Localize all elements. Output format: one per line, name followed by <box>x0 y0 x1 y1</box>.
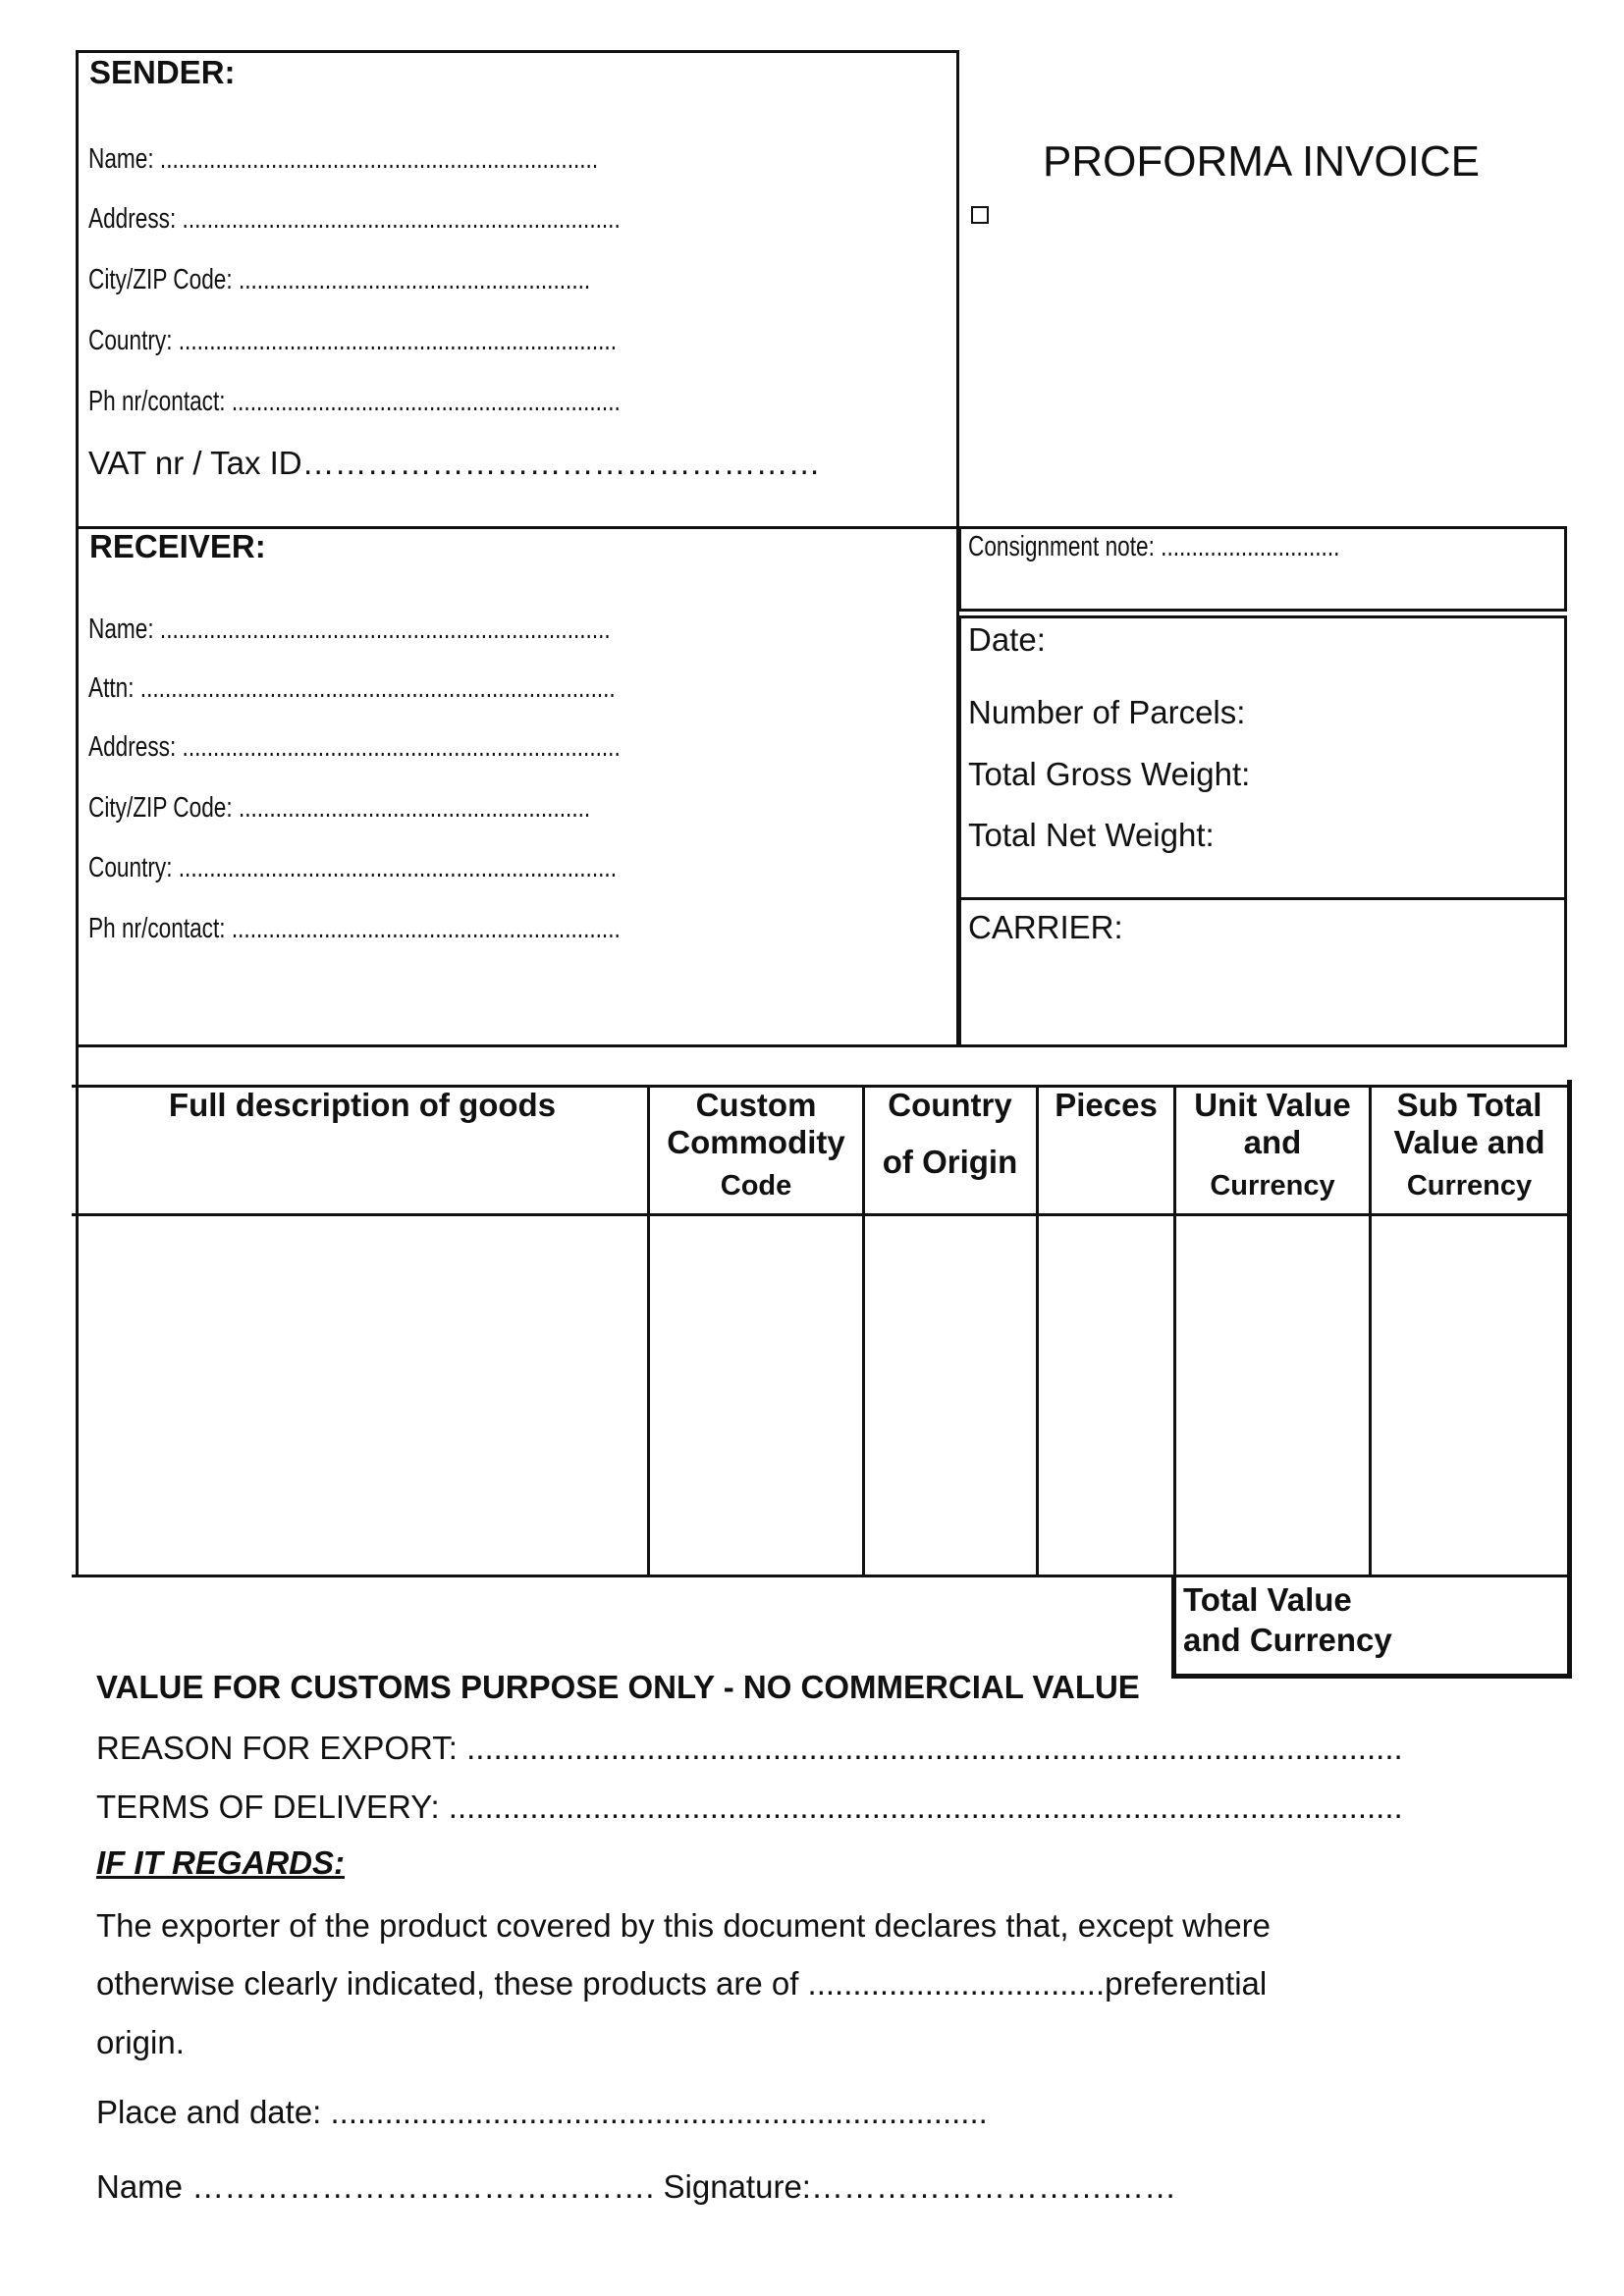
table-divider-3 <box>1036 1085 1039 1577</box>
strip-left-border <box>76 1044 79 1088</box>
receiver-attn-field[interactable]: Attn: ............................................................................. <box>88 672 616 704</box>
header-pieces-label: Pieces <box>1055 1087 1158 1123</box>
terms-of-delivery-field[interactable]: TERMS OF DELIVERY: .......................................................................................................... <box>96 1789 1403 1825</box>
parcels-label: Number of Parcels: <box>968 694 1246 730</box>
reason-for-export-field[interactable]: REASON FOR EXPORT: ........................................................................................................ <box>96 1730 1403 1766</box>
receiver-phone-field[interactable]: Ph nr/contact: ............................................................... <box>88 913 621 944</box>
header-subtotal-line2: Value and <box>1393 1124 1545 1160</box>
receiver-country-field[interactable]: Country: ....................................................................... <box>88 852 617 883</box>
net-weight-label: Total Net Weight: <box>968 817 1215 853</box>
sender-address-field[interactable]: Address: ....................................................................... <box>88 203 621 235</box>
sender-vat-field[interactable]: VAT nr / Tax ID………………………………………… <box>88 445 821 481</box>
document-title: PROFORMA INVOICE <box>1043 137 1480 186</box>
table-right-border <box>1567 1080 1572 1679</box>
header-unit-line2: and <box>1243 1124 1302 1160</box>
header-subtotal-line3: Currency <box>1406 1170 1533 1201</box>
receiver-city-field[interactable]: City/ZIP Code: ......................................................... <box>88 792 591 824</box>
header-commodity-line1: Custom <box>695 1087 817 1123</box>
header-description <box>79 1087 646 1124</box>
header-subtotal-line1: Sub Total <box>1396 1087 1543 1123</box>
sender-heading: SENDER: <box>89 54 236 90</box>
table-header-bottom-border <box>72 1213 1572 1216</box>
checkbox[interactable] <box>971 206 989 224</box>
header-description-label: Full description of goods <box>168 1087 557 1123</box>
receiver-name-field[interactable]: Name: ......................................................................... <box>88 614 611 645</box>
sender-country-field[interactable]: Country: ....................................................................... <box>88 325 617 356</box>
header-unit-line3: Currency <box>1210 1170 1335 1201</box>
gross-weight-label: Total Gross Weight: <box>968 756 1251 792</box>
date-label: Date: <box>968 621 1046 658</box>
consignment-note-field[interactable]: Consignment note: ............................. <box>968 531 1340 562</box>
header-country-line1: Country <box>888 1087 1012 1123</box>
header-unit-value <box>1176 1087 1369 1204</box>
total-value-label-1: Total Value <box>1183 1581 1352 1618</box>
sender-name-field[interactable]: Name: ....................................................................... <box>88 143 599 175</box>
total-box-left-border <box>1171 1575 1176 1679</box>
table-bottom-border <box>72 1575 1572 1577</box>
receiver-address-field[interactable]: Address: ....................................................................... <box>88 731 621 763</box>
sender-city-field[interactable]: City/ZIP Code: ......................................................... <box>88 264 591 295</box>
header-country-origin <box>865 1087 1035 1181</box>
if-it-regards-heading: IF IT REGARDS: <box>96 1844 345 1881</box>
header-commodity-line3: Code <box>720 1170 792 1201</box>
carrier-label: CARRIER: <box>968 909 1123 945</box>
total-box-bottom-border <box>1171 1674 1572 1679</box>
name-signature-field[interactable]: Name ……………………………………. Signature:……………………….…… <box>96 2168 1177 2205</box>
header-commodity-line2: Commodity <box>667 1124 845 1160</box>
sender-phone-field[interactable]: Ph nr/contact: ............................................................... <box>88 386 621 417</box>
header-unit-line1: Unit Value <box>1194 1087 1351 1123</box>
declaration-line-1: The exporter of the product covered by this document declares that, except where <box>96 1907 1271 1944</box>
receiver-heading: RECEIVER: <box>89 528 266 564</box>
total-value-label-2: and Currency <box>1183 1622 1392 1658</box>
declaration-line-2[interactable]: otherwise clearly indicated, these products are of .................................preferential <box>96 1965 1268 2002</box>
customs-notice: VALUE FOR CUSTOMS PURPOSE ONLY - NO COMMERCIAL VALUE <box>96 1669 1140 1705</box>
receiver-box <box>76 526 959 1047</box>
header-country-line2: of Origin <box>882 1144 1018 1180</box>
declaration-line-3: origin. <box>96 2024 185 2060</box>
header-subtotal <box>1372 1087 1567 1204</box>
table-left-border <box>76 1085 79 1577</box>
place-and-date-field[interactable]: Place and date: ......................................................................... <box>96 2094 988 2130</box>
header-commodity-code <box>650 1087 862 1204</box>
header-pieces <box>1039 1087 1173 1124</box>
